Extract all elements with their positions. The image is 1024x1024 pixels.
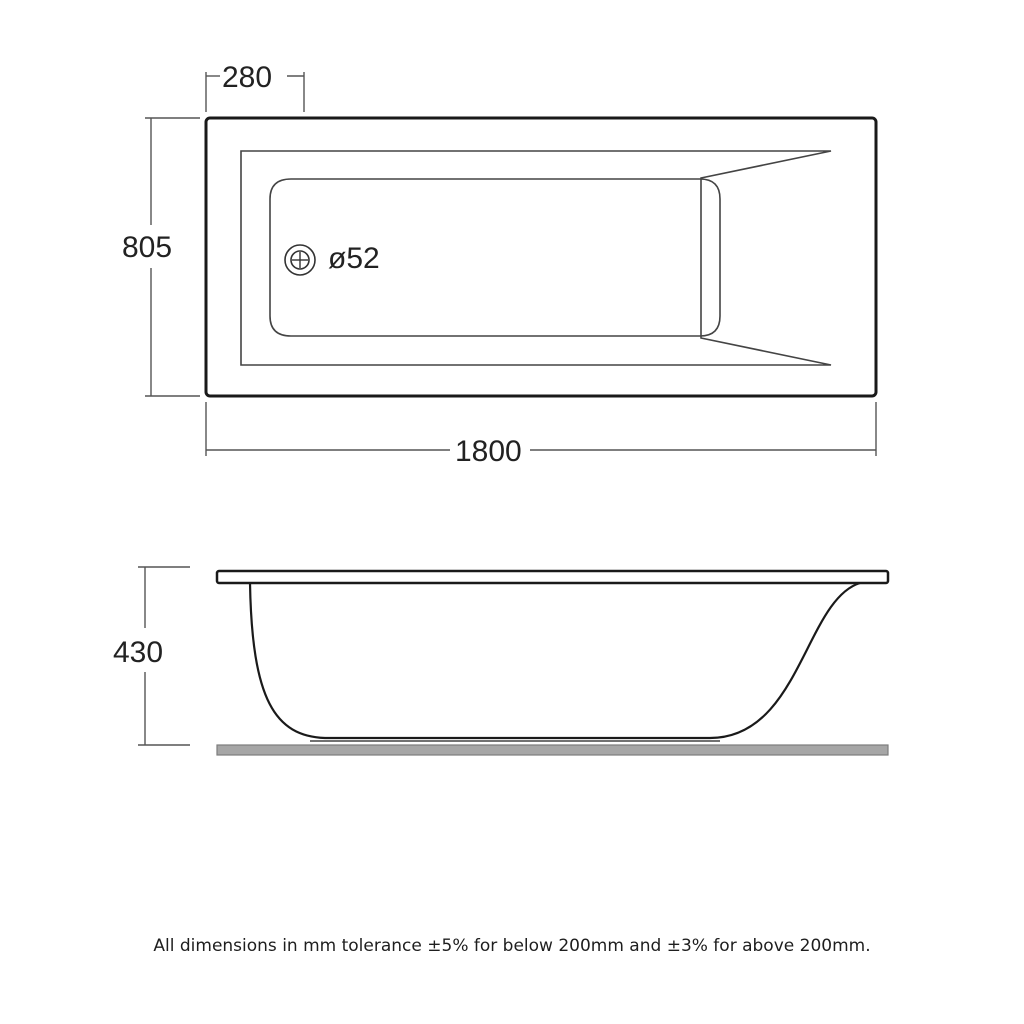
dimension-280-label: 280 — [222, 61, 273, 94]
dimension-430-label: 430 — [113, 636, 164, 669]
waste-diameter-label: ø52 — [328, 242, 380, 275]
bath-outer-rim — [206, 118, 876, 396]
side-view — [113, 567, 888, 755]
tolerance-note: All dimensions in mm tolerance ±5% for below 200mm and ±3% for above 200mm. — [153, 936, 871, 956]
side-rim — [217, 571, 888, 583]
waste-outlet-icon — [285, 245, 315, 275]
plan-view — [122, 61, 876, 468]
side-tub-body — [250, 583, 860, 738]
dimension-1800-label: 1800 — [455, 435, 522, 468]
dimension-805-label: 805 — [122, 231, 173, 264]
dimension-1800 — [206, 402, 876, 456]
floor-line — [217, 745, 888, 755]
